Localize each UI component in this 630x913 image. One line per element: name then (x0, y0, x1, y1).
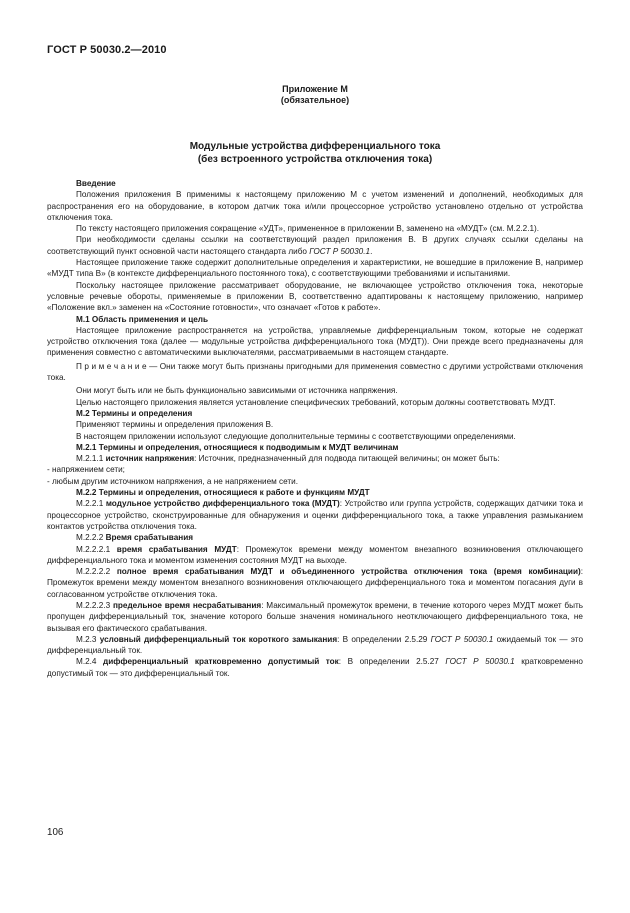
intro-paragraph-1: Положения приложения В применимы к настоящему приложению М с учетом изменений и дополнений, необходимых для распространения его на оборудование, в котором датчик тока и/или процессорное устройство установлено отдельно от устройства отключения тока. (47, 190, 583, 222)
section-m22-heading: М.2.2 Термины и определения, относящиеся к работе и функциям МУДТ (76, 488, 370, 498)
intro-paragraph-3: При необходимости сделаны ссылки на соответствующий раздел приложения В. В других случаях ссылки сделаны на соответствующий пункт основной части настоящего стандарта либо ГОСТ Р 50030.1. (47, 235, 583, 256)
definition-m211: М.2.1.1 источник напряжения: Источник, предназначенный для подвода питающей величины; он может быть: (76, 454, 500, 464)
document-body (47, 178, 583, 679)
heading-line-2: (без встроенного устройства отключения тока) (197, 154, 433, 165)
m2-paragraph-2: В настоящем приложении используют следующие дополнительные термины с соответствующими определениями. (76, 431, 516, 441)
annex-title-block (47, 84, 583, 106)
annex-status: (обязательное) (280, 95, 350, 105)
m1-paragraph-3: Целью настоящего приложения является установление специфических требований, которым должны соответствовать МУДТ. (76, 397, 556, 407)
m1-paragraph-1: Настоящее приложение распространяется на устройства, управляемые дифференциальным током, которые не содержат устройство отключения тока (далее — модульные устройства дифференциального тока (МУДТ)). Они прежде всего предназначены для применения совместно с автоматическими выключателями, рассматриваемыми в настоящем стандарте. (47, 325, 583, 358)
m1-paragraph-2: Они могут быть или не быть функционально зависимыми от источника напряжения. (76, 386, 398, 396)
document-heading (47, 140, 583, 166)
section-m2-heading: М.2 Термины и определения (76, 408, 193, 418)
section-m21-heading: М.2.1 Термины и определения, относящиеся к подводимым к МУДТ величинам (76, 442, 399, 452)
m1-note: П р и м е ч а н и е — Они также могут быть признаны пригодными для применения совместно с другими устройствами отключения тока. (47, 361, 583, 383)
intro-paragraph-2: По тексту настоящего приложения сокращение «УДТ», примененное в приложении В, заменено на «МУДТ» (см. М.2.2.1). (76, 224, 540, 234)
definition-m23: М.2.3 условный дифференциальный ток короткого замыкания: В определении 2.5.29 ГОСТ Р 50030.1 ожидаемый ток — это дифференциальный ток. (47, 634, 583, 656)
definition-m222: М.2.2.2 Время срабатывания (76, 533, 194, 543)
annex-title: Приложение М (282, 84, 348, 94)
page-number: 106 (47, 827, 64, 838)
definition-m2222: М.2.2.2.2 полное время срабатывания МУДТ и объединенного устройства отключения тока (время комбинации): Промежуток времени между моментом внезапного возникновения отключающего дифференциального тока и моментом погасания дуги в согласованном устройстве отключения тока. (47, 567, 583, 599)
intro-paragraph-4: Настоящее приложение также содержит дополнительные определения и характеристики, не вошедшие в приложение В, например «МУДТ типа В» (в контексте дифференциального постоянного тока), с соответствующими требованиями и испытаниями. (47, 258, 583, 279)
definition-m24: М.2.4 дифференциальный кратковременно допустимый ток: В определении 2.5.27 ГОСТ Р 50030.1 кратковременно допустимый ток — это дифференциальный ток. (47, 657, 583, 678)
section-m1-heading: М.1 Область применения и цель (76, 314, 209, 324)
list-item: - напряжением сети; (47, 465, 125, 475)
definition-m2223: М.2.2.2.3 предельное время несрабатывания: Максимальный промежуток времени, в течение которого через МУДТ может быть пропущен дифференциальный ток, значение которого больше значения номинального неотключающего дифференциального тока, не вызывая его фактического срабатывания. (47, 600, 583, 633)
definition-m2221: М.2.2.2.1 время срабатывания МУДТ: Промежуток времени между моментом внезапного возникновения отключающего дифференциального тока и моментом изменения состояния МУДТ на выходе. (47, 544, 583, 565)
list-item: - любым другим источником напряжения, а не напряжением сети. (47, 476, 299, 486)
definition-m221: М.2.2.1 модульное устройство дифференциального тока (МУДТ): Устройство или группа устройств, содержащих датчики тока и процессорное устройство, сконструированные для обнаружения и оценки дифференциального тока, а также управления размыканием контактов устройства отключения тока. (47, 499, 583, 531)
intro-paragraph-5: Поскольку настоящее приложение рассматривает оборудование, не включающее устройство отключения тока, некоторые условные речевые обороты, применяемые в приложении В, соответственно адаптированы к настоящему приложению, например «Положение вкл.» заменен на «Состояние готовности», что означает «Готов к работе». (47, 280, 583, 313)
m2-paragraph-1: Применяют термины и определения приложения В. (76, 420, 274, 430)
heading-line-1: Модульные устройства дифференциального тока (189, 141, 441, 152)
intro-heading: Введение (76, 179, 116, 188)
standard-code: ГОСТ Р 50030.2—2010 (47, 44, 167, 56)
